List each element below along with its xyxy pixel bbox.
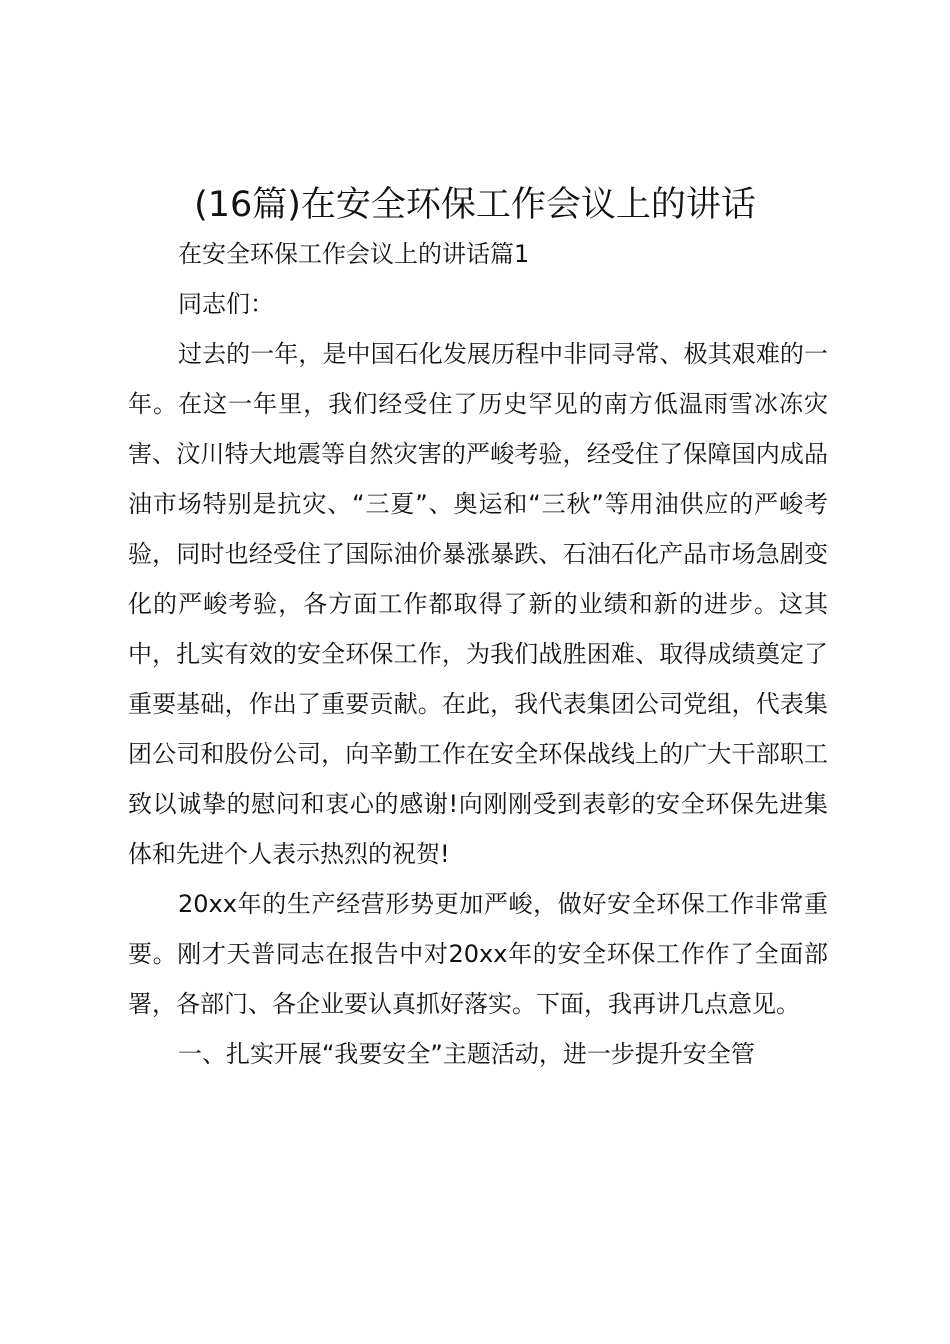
subtitle: 在安全环保工作会议上的讲话篇1 xyxy=(178,240,530,268)
salutation: 同志们： xyxy=(178,290,274,318)
document-title: (16篇)在安全环保工作会议上的讲话 xyxy=(194,185,756,225)
paragraph-1: 过去的一年，是中国石化发展历程中非同寻常、极其艰难的一年。在这一年里，我们经受住了历史罕见的南方低温雨雪冰冻灾害、汶川特大地震等自然灾害的严峻考验，经受住了保障国内成品油市场特别是抗灾、“三夏”、奥运和“三秋”等用油供应的严峻考验，同时也经受住了国际油价暴涨暴跌、石油石化产品市场急剧变化的严峻考验，各方面工作都取得了新的业绩和新的进步。这其中，扎实有效的安全环保工作，为我们战胜困难、取得成绩奠定了重要基础，作出了重要贡献。在此，我代表集团公司党组，代表集团公司和股份公司，向辛勤工作在安全环保战线上的广大干部职工致以诚挚的慰问和衷心的感谢!向刚刚受到表彰的安全环保先进集体和先进个人表示热烈的祝贺! xyxy=(128,340,828,868)
document-body xyxy=(128,229,828,1079)
paragraph-3: 一、扎实开展“我要安全”主题活动，进一步提升安全管 xyxy=(178,1040,755,1068)
paragraph-2: 20xx年的生产经营形势更加严峻，做好安全环保工作非常重要。刚才天普同志在报告中对20xx年的安全环保工作作了全面部署，各部门、各企业要认真抓好落实。下面，我再讲几点意见。 xyxy=(128,890,828,1018)
